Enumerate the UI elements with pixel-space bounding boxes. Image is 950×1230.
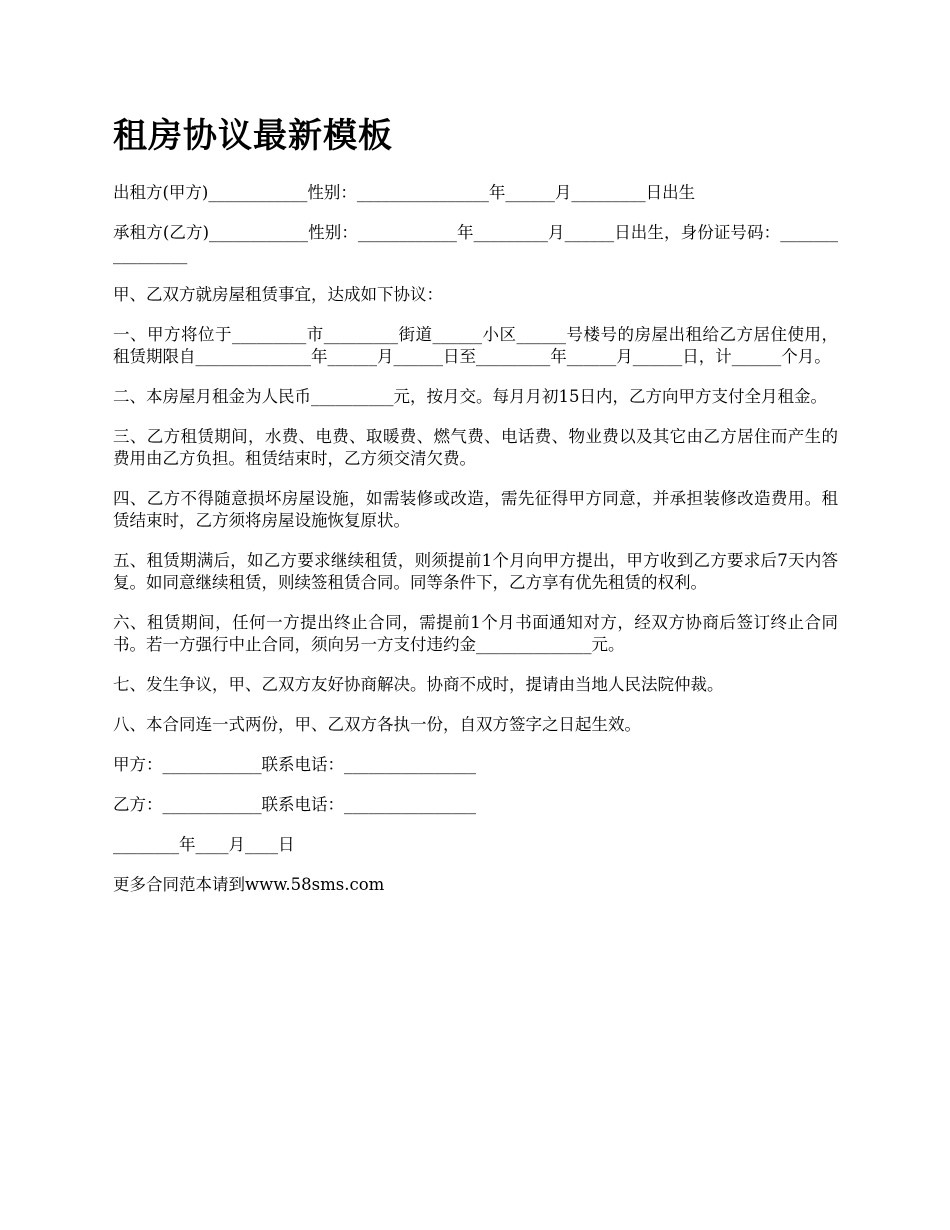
- party-a-signature: 甲方：____________联系电话：________________: [113, 755, 476, 774]
- clause-1: 一、甲方将位于_________市_________街道______小区______号楼号的房屋出租给乙方居住使用，租赁期限自______________年______月______日至_________年______月______日，计______个月。: [113, 325, 838, 366]
- clause-7: 七、发生争议，甲、乙双方友好协商解决。协商不成时，提请由当地人民法院仲裁。: [113, 675, 724, 694]
- clause-5: 五、租赁期满后，如乙方要求继续租赁，则须提前1个月向甲方提出，甲方收到乙方要求后7天内答复。如同意继续租赁，则续签租赁合同。同等条件下，乙方享有优先租赁的权利。: [113, 551, 838, 592]
- party-b-signature: 乙方：____________联系电话：________________: [113, 795, 476, 814]
- lessor-info: 出租方(甲方)____________性别：________________年______月_________日出生: [113, 183, 696, 202]
- footer-note: 更多合同范本请到www.58sms.com: [113, 875, 385, 894]
- document-title: 租房协议最新模板: [113, 116, 393, 156]
- clause-4: 四、乙方不得随意损坏房屋设施，如需装修或改造，需先征得甲方同意，并承担装修改造费用。租赁结束时，乙方须将房屋设施恢复原状。: [113, 489, 838, 530]
- clause-3: 三、乙方租赁期间，水费、电费、取暖费、燃气费、电话费、物业费以及其它由乙方居住而产生的费用由乙方负担。租赁结束时，乙方须交清欠费。: [113, 427, 838, 468]
- agreement-intro: 甲、乙双方就房屋租赁事宜，达成如下协议：: [113, 285, 443, 304]
- clause-2: 二、本房屋月租金为人民币__________元，按月交。每月月初15日内，乙方向甲方支付全月租金。: [113, 387, 827, 406]
- signing-date: ________年____月____日: [113, 835, 295, 854]
- clause-6: 六、租赁期间，任何一方提出终止合同，需提前1个月书面通知对方，经双方协商后签订终止合同书。若一方强行中止合同，须向另一方支付违约金______________元。: [113, 613, 838, 654]
- clause-8: 八、本合同连一式两份，甲、乙双方各执一份，自双方签字之日起生效。: [113, 715, 641, 734]
- lessee-info: 承租方(乙方)____________性别：____________年_________月______日出生，身份证号码：________________: [113, 223, 838, 264]
